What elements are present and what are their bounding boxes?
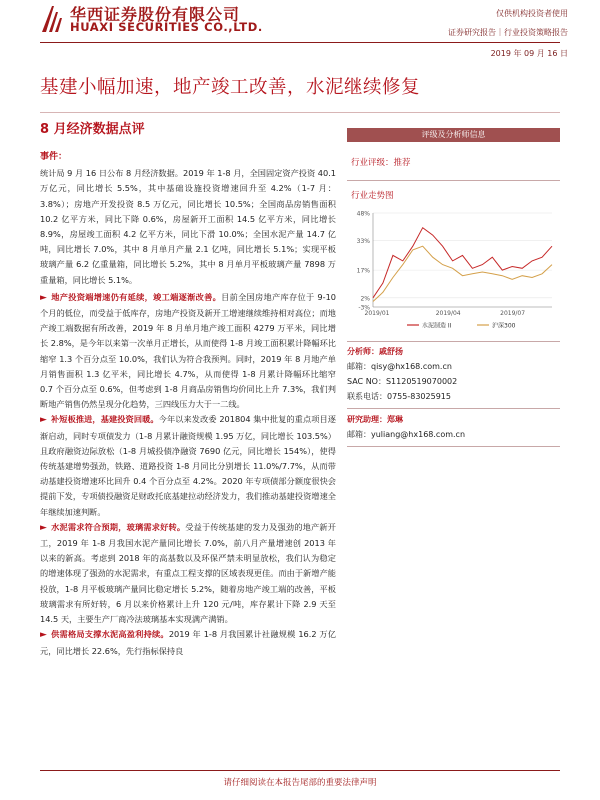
chart-x-tick-label: 2019/01 bbox=[364, 310, 390, 317]
chart-y-tick-label: 33% bbox=[356, 238, 370, 246]
analyst-email[interactable]: 邮箱：qisy@hx168.com.cn bbox=[347, 362, 452, 371]
audience-tag: 仅供机构投资者使用 bbox=[496, 9, 568, 18]
section-heading: 补短板推进，基建投资回暖。 bbox=[50, 414, 159, 425]
section-text: 今年以来发改委 201804 集中批复的重点项目逐渐启动，同时专项债发力（1-8 月累计融资规模 1.95 万亿，同比增长 103.5%）且政府融资边际放松（1-8 月城投债净融资 7690 亿元，同比增长 154%），使得传统基建增势强劲，铁路、道路投资 1-8 月同比分别增长 11.0%/7.7%，从而带动基建投资增速环比回升 0.4 个百分点至 4.2%。2020 年专项债部分额度很快会提前下发，专项债投融资足财政托底基建拉动经济发力，我们推动基建投资增速全年继续加速判断。 bbox=[40, 414, 336, 517]
chart-y-tick-label: 2% bbox=[360, 295, 370, 303]
sidebar-divider bbox=[347, 408, 560, 409]
trend-chart bbox=[347, 207, 560, 335]
section-heading: 地产投资端增速仍有延续，竣工端逐渐改善。 bbox=[50, 291, 222, 302]
company-name-cn: 华西证券股份有限公司 bbox=[70, 5, 241, 24]
sidebar-divider bbox=[347, 446, 560, 447]
section-1 bbox=[40, 290, 336, 413]
chart-series-line bbox=[373, 228, 552, 298]
section-text: 受益于传统基建的发力及强劲的地产新开工，2019 年 1-8 月我国水泥产量同比增长 7.0%，前八月产量增速创 2013 年以来的新高。考虑到 2018 年的高基数以及环保严禁未明显放松，我们认为稳定的增速体现了强劲的水泥需求，有重点工程支撑的区域表现更佳。而由于新增产能投放，1-8 月平板玻璃产量同比稳定增长 5.2%，随着房地产竣工端的改善，平板玻璃需求有所好转，6 月以来价格累计上升 120 元/吨，库存累计下降 2.9 天至 14.5 天，主要生产厂商冷法玻璃基本实现满产满销。 bbox=[40, 521, 336, 625]
chart-legend-label: 沪深300 bbox=[492, 322, 516, 330]
trend-chart-title: 行业走势图 bbox=[351, 191, 394, 201]
assistant-email[interactable]: 邮箱：yuliang@hx168.com.cn bbox=[347, 430, 466, 439]
bullet-arrow-icon: ► bbox=[40, 415, 47, 426]
sidebar-divider bbox=[347, 180, 560, 181]
chart-x-tick-label: 2019/04 bbox=[435, 310, 461, 317]
analyst-sac: SAC NO：S1120519070002 bbox=[347, 377, 458, 386]
section-heading: 水泥需求符合预期，玻璃需求好转。 bbox=[50, 521, 186, 532]
header-divider bbox=[40, 42, 560, 43]
report-date: 2019 年 09 月 16 日 bbox=[490, 49, 568, 58]
event-heading: 事件： bbox=[40, 152, 68, 162]
section-text: 目前全国房地产库存位于 9-10 个月的低位，而受益于低库存，房地产投资及新开工增速继续维持相对高位；而地产竣工端数据有所改善，2019 年 8 月单月地产竣工面积 4279 万平米，同比增长 2.8%，是今年以来第一次单月正增长，从而使得 1-8 月竣工面积累计降幅环比缩窄 1.3 个百分点至 10.0%，我们认为符合我预判。同时，2019 年 8 月地产单月销售面积 1.3 亿平米，同比增长 4.7%，从而使得 1-8 月累计降幅环比缩窄 0.7 个百分点至 0.6%，但考虑到 1-8 月商品房销售均价同比上升 7.3%，我们判断地产销售仍然呈现分化趋势，三四线压力大于一二线。 bbox=[40, 291, 336, 410]
analyst-phone: 联系电话：0755-83025915 bbox=[347, 392, 451, 401]
report-body bbox=[40, 150, 336, 659]
bullet-arrow-icon: ► bbox=[40, 522, 47, 533]
industry-rating: 行业评级：推荐 bbox=[351, 158, 411, 168]
section-4 bbox=[40, 627, 336, 658]
company-logo-icon bbox=[40, 4, 64, 34]
sidebar bbox=[347, 128, 560, 447]
title-divider bbox=[40, 112, 560, 113]
chart-y-tick-label: -3% bbox=[358, 304, 370, 312]
legal-notice[interactable]: 请仔细阅读在本报告尾部的重要法律声明 bbox=[223, 778, 377, 788]
chart-y-tick-label: 17% bbox=[356, 267, 370, 275]
assistant-name: 研究助理：郑琳 bbox=[347, 415, 403, 424]
section-text: 2019 年 1-8 月我国累计社融规模 16.2 万亿元，同比增长 22.6%，先行指标保持良 bbox=[40, 629, 336, 656]
rating-section-bar: 评级及分析师信息 bbox=[347, 128, 560, 142]
bullet-arrow-icon: ► bbox=[40, 630, 47, 641]
report-category: 证券研究报告｜行业投资策略报告 bbox=[448, 28, 568, 37]
analyst-name: 分析师：戚舒扬 bbox=[347, 347, 403, 356]
event-text: 统计局 9 月 16 日公布 8 月经济数据。2019 年 1-8 月，全国固定资产投资 40.1 万亿元，同比增长 5.5%，其中基础设施投资增速回升至 4.2%（1-7 月：3.8%）；房地产开发投资 8.5 万亿元，同比增长 10.5%；全国商品房销售面积 10.2 亿平方米，同比下降 0.6%，房屋新开工面积 14.5 亿平方米，同比增长 8.9%，房屋竣工面积 4.2 亿平方米，同比下滑 10.0%；全国水泥产量 14.7 亿吨，同比增长 7.0%，其中 8 月单月产量 2.1 亿吨，同比增长 5.1%；实现平板玻璃产量 6.2 亿重量箱，同比增长 5.2%，其中 8 月单月平板玻璃产量 7898 万重量箱，同比增长 5.1%。 bbox=[40, 168, 336, 285]
section-heading: 供需格局支撑水泥高盈利持续。 bbox=[50, 629, 169, 640]
section-3 bbox=[40, 520, 336, 627]
bullet-arrow-icon: ► bbox=[40, 292, 47, 303]
report-title: 基建小幅加速，地产竣工改善，水泥继续修复 bbox=[40, 77, 421, 98]
sidebar-divider bbox=[347, 341, 560, 342]
section-2 bbox=[40, 412, 336, 519]
report-subtitle: 8 月经济数据点评 bbox=[40, 122, 145, 137]
chart-legend-label: 水泥制造 II bbox=[422, 322, 452, 330]
chart-series-line bbox=[373, 246, 552, 301]
chart-x-tick-label: 2019/07 bbox=[500, 310, 526, 317]
company-name-en: HUAXI SECURITIES CO.,LTD. bbox=[70, 20, 263, 34]
footer-divider bbox=[40, 770, 560, 771]
chart-y-tick-label: 48% bbox=[356, 210, 370, 218]
